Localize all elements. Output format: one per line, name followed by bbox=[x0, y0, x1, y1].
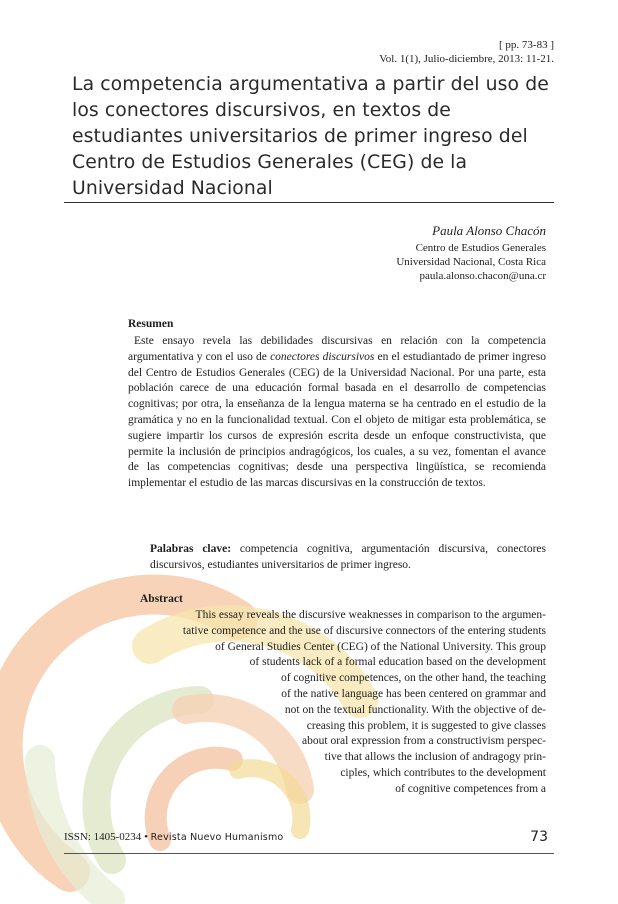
journal-name: Revista Nuevo Humanismo bbox=[150, 832, 284, 843]
author-email[interactable]: paula.alonso.chacon@una.cr bbox=[419, 270, 546, 282]
author-block bbox=[396, 222, 546, 283]
abstract-line: of cognitive competences, on the other hand, the teaching bbox=[280, 672, 546, 685]
author-affiliation-1: Centro de Estudios Generales bbox=[415, 242, 546, 254]
resumen-italic-term: conectores discursivos bbox=[270, 350, 375, 363]
abstract-line: tive that allows the inclusion of andragogy prin- bbox=[324, 751, 546, 764]
abstract-line: ciples, which contributes to the development bbox=[340, 766, 546, 779]
abstract-line: This essay reveals the discursive weaknesses in comparison to the argumen- bbox=[195, 609, 546, 621]
abstract-line: of General Studies Center (CEG) of the National University. This group bbox=[215, 640, 546, 653]
abstract-heading: Abstract bbox=[140, 593, 183, 605]
keywords-label: Palabras clave: bbox=[150, 543, 232, 555]
resumen-heading: Resumen bbox=[128, 318, 174, 330]
volume-info: Vol. 1(1), Julio-diciembre, 2013: 11-21. bbox=[379, 53, 554, 65]
article-title: La competencia argumentativa a partir del uso de los conectores discursivos, en textos de estudiantes universitarios de primer ingreso del Centro de Estudios Generales (CEG) de la Universidad Nacional bbox=[72, 74, 549, 199]
abstract-line: not on the textual functionality. With the objective of de- bbox=[284, 703, 546, 716]
page-reference bbox=[379, 38, 554, 66]
keywords bbox=[150, 542, 546, 574]
issn: ISSN: 1405-0234 bbox=[64, 831, 142, 843]
resumen-text bbox=[128, 334, 546, 492]
abstract-line: of students lack of a formal education based on the development bbox=[249, 656, 546, 669]
abstract-line: creasing this problem, it is suggested to give classes bbox=[306, 719, 546, 732]
title-divider bbox=[64, 202, 554, 203]
abstract-line: about oral expression from a constructivism perspec- bbox=[302, 735, 546, 748]
page-number: 73 bbox=[530, 829, 548, 845]
abstract-text bbox=[140, 608, 546, 798]
author-name: Paula Alonso Chacón bbox=[432, 223, 546, 238]
footer-divider bbox=[64, 853, 554, 854]
abstract-line: of the native language has been centered on grammar and bbox=[281, 687, 546, 700]
resumen-text-part-2: en el estudiantado de primer ingreso del Centro de Estudios Generales (CEG) de la Universidad Nacional. Por una parte, esta población carece de una educación formal basada en el desarrollo de competencias cognitivas; por otra, la enseñanza de la lengua materna se ha centrado en el estudio de la gramática y no en la funcionalidad textual. Con el objeto de mitigar esta problemática, se sugiere impartir los cursos de expresión escrita desde un enfoque constructivista, que permite la inclusión de principios andragógicos, los cuales, a su vez, fomentan el avance de las competencias cognitivas; desde una perspectiva lingüística, se recomienda implementar el estudio de las marcas discursivas en la construcción de textos. bbox=[128, 350, 547, 490]
abstract-line: of cognitive competences from a bbox=[395, 782, 546, 795]
page-range: [ pp. 73-83 ] bbox=[499, 39, 554, 51]
footer-issn-journal bbox=[64, 831, 283, 843]
resumen-text-part-1: Este ensayo revela las debilidades discursivas en relación con la competencia argumentativa y con el uso de bbox=[128, 335, 546, 363]
keywords-text: competencia cognitiva, argumentación discursiva, conectores discursivos, estudiantes universitarios de primer ingreso. bbox=[150, 543, 546, 571]
author-affiliation-2: Universidad Nacional, Costa Rica bbox=[396, 256, 546, 268]
abstract-line: tative competence and the use of discursive connectors of the entering students bbox=[182, 624, 546, 637]
footer-bullet: • bbox=[141, 831, 151, 843]
